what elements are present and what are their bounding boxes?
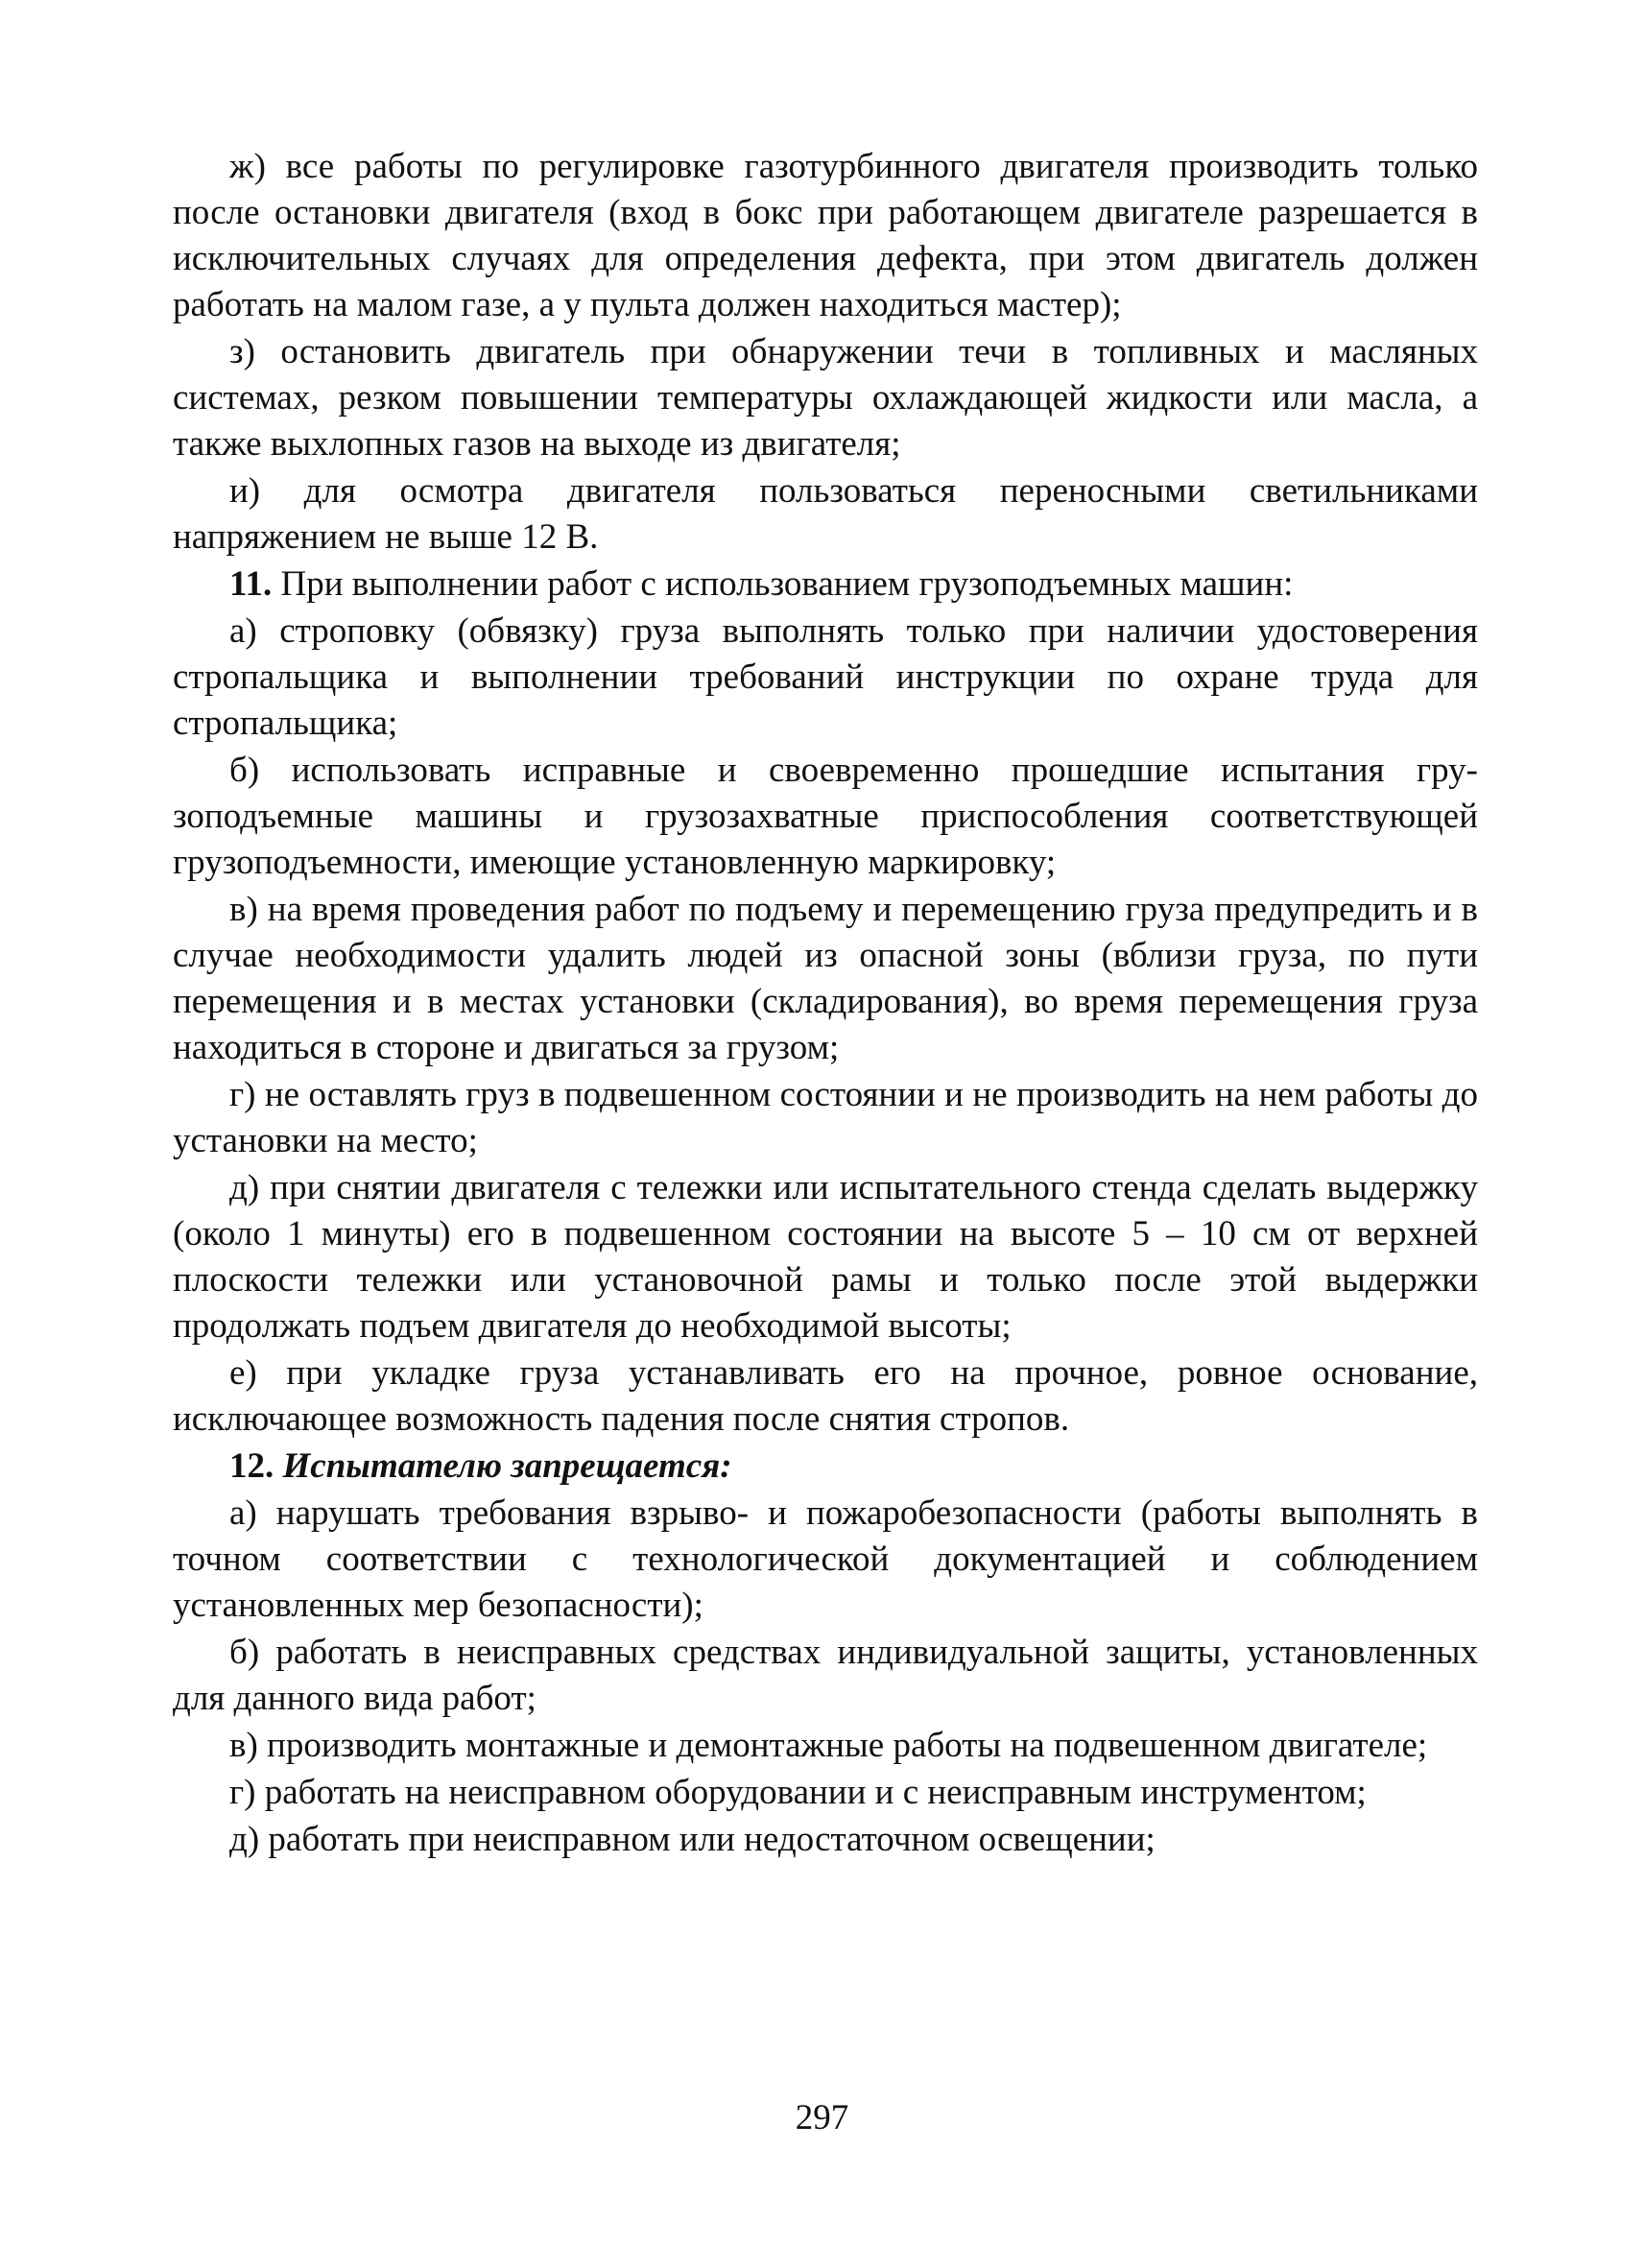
- section-12-item-v: в) производить монтажные и демонтажные работы на подвешенном двигателе;: [229, 1726, 1428, 1765]
- section-11-title: При выполнении работ с использованием грузоподъемных машин:: [272, 564, 1294, 604]
- section-12-heading: [173, 1444, 1478, 1490]
- section-11-item-e: е) при укладке груза устанавливать его на прочное, ровное основание, исключающее возможность падения после снятия стропов.: [173, 1353, 1478, 1439]
- paragraph-item-i: и) для осмотра двигателя пользоваться переносными светильниками напряжением не выше 12 В.: [173, 471, 1478, 557]
- section-11-item-v: в) на время проведения работ по подъему и перемещению груза предупредить и в случае необходимости удалить людей из опасной зоны (вблизи груза, по пути перемещения и в местах установки (складирования), во время перемещения груза находиться в стороне и двигаться за грузом;: [173, 890, 1478, 1067]
- section-11-item-g: г) не оставлять груз в подвешенном состоянии и не производить на нем работы до установки на место;: [173, 1075, 1478, 1160]
- paragraph-item-z: з) остановить двигатель при обнаружении течи в топливных и масляных системах, резком повышении температуры охлаждающей жидкости или масла, а также выхлопных газов на выходе из двигателя;: [173, 332, 1478, 464]
- section-12-title: Испытателю запрещается:: [274, 1446, 732, 1486]
- document-page: [173, 144, 1478, 2208]
- section-11-item-d: д) при снятии двигателя с тележки или испытательного стенда сделать выдержку (около 1 минуты) его в подвешенном состоянии на высоте 5 – 10 см от верхней плоскости тележки или установочной рамы и только после этой выдержки продолжать подъем двигателя до необходимой высоты;: [173, 1168, 1478, 1346]
- section-12-item-d: д) работать при неисправном или недостаточном освещении;: [229, 1820, 1156, 1859]
- section-12-number: 12.: [229, 1446, 274, 1486]
- section-11-item-b: б) использовать исправные и своевременно прошедшие испытания грузоподъемные машины и грузозахватные приспособления соответствующей грузоподъемности, имеющие установленную маркировку;: [173, 751, 1478, 882]
- section-11-number: 11.: [229, 564, 273, 604]
- section-11-heading: [173, 561, 1478, 608]
- section-12-item-g: г) работать на неисправном оборудовании и с неисправным инструментом;: [229, 1773, 1367, 1812]
- page-number: 297: [795, 2098, 849, 2137]
- paragraph-item-zh: ж) все работы по регулировке газотурбинного двигателя производить только после остановки двигателя (вход в бокс при работающем двигателе разрешается в исключительных случаях для определения дефекта, при этом двигатель должен работать на малом газе, а у пульта должен находиться мастер);: [173, 147, 1478, 324]
- section-12-item-b: б) работать в неисправных средствах индивидуальной защиты, установленных для данного вида работ;: [173, 1633, 1478, 1718]
- section-11-item-a: а) строповку (обвязку) груза выполнять только при наличии удостоверения стропальщика и выполнении требований инструкции по охране труда для стропальщика;: [173, 611, 1478, 743]
- section-12-item-a: а) нарушать требования взрыво- и пожаробезопасности (работы выполнять в точном соответствии с технологической документацией и соблюдением установленных мер безопасности);: [173, 1493, 1478, 1625]
